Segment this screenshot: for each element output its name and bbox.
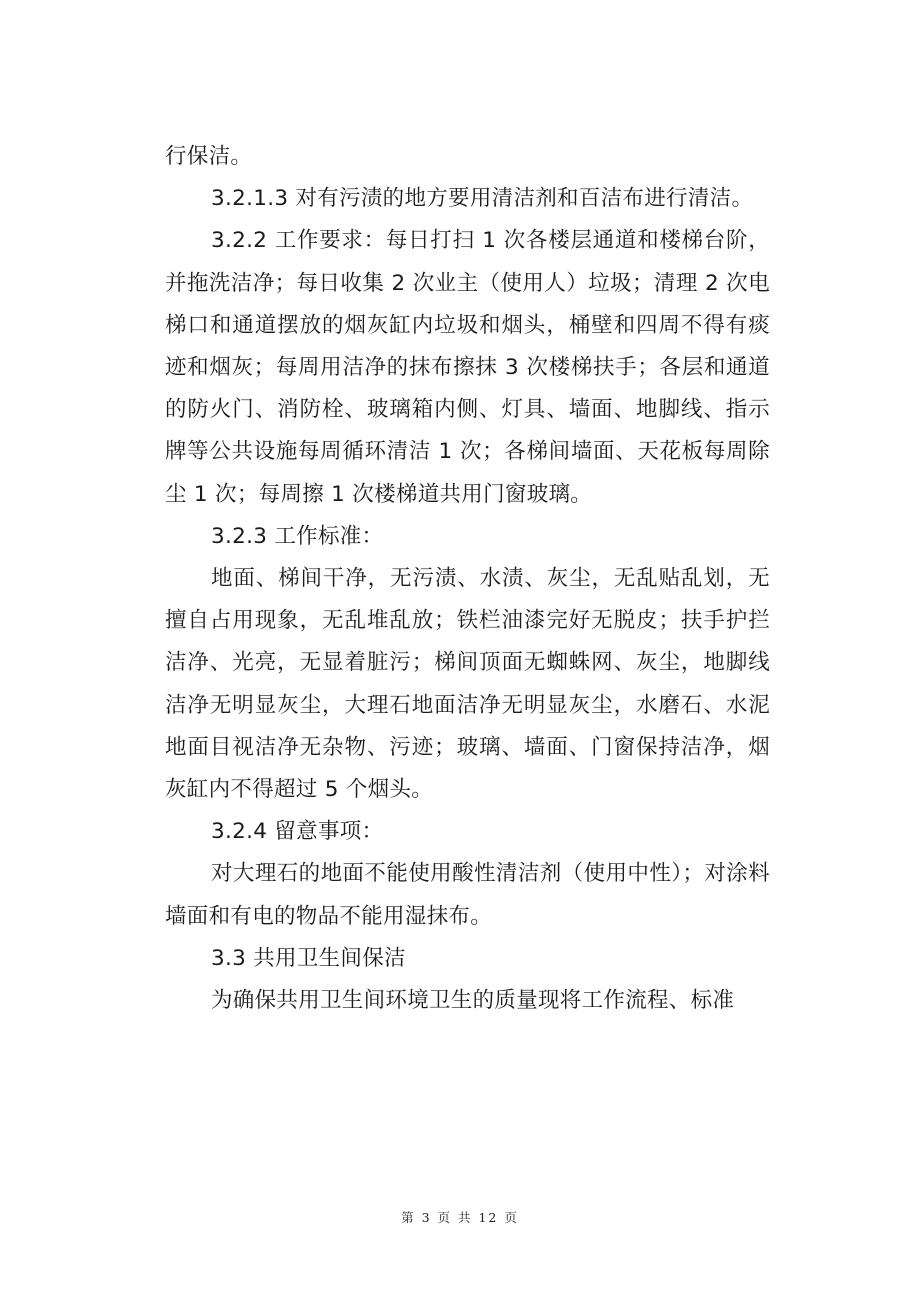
- heading-3-3-restroom: 3.3 共用卫生间保洁: [211, 945, 406, 971]
- paragraph-continuation: 行保洁。: [165, 144, 253, 169]
- document-body: [165, 136, 770, 1022]
- heading-3-2-3-standards: 3.2.3 工作标准：: [211, 523, 384, 549]
- paragraph-restroom-intro: 为确保共用卫生间环境卫生的质量现将工作流程、标准: [211, 988, 735, 1014]
- paragraph-3-2-2-requirements: 3.2.2 工作要求：每日打扫 1 次各楼层通道和楼梯台阶，并拖洗洁净；每日收集 2 次业主（使用人）垃圾；清理 2 次电梯口和通道摆放的烟灰缸内垃圾和烟头，桶壁和四周不得有痰迹和烟灰；每周用洁净的抹布擦抹 3 次楼梯扶手；各层和通道的防火门、消防栓、玻璃箱内侧、灯具、墙面、地脚线、指示牌等公共设施每周循环清洁 1 次；各梯间墙面、天花板每周除尘 1 次；每周擦 1 次楼梯道共用门窗玻璃。: [165, 228, 770, 507]
- paragraph-notes-body: 对大理石的地面不能使用酸性清洁剂（使用中性）；对涂料墙面和有电的物品不能用湿抹布。: [165, 861, 770, 929]
- paragraph-3-2-1-3: 3.2.1.3 对有污渍的地方要用清洁剂和百洁布进行清洁。: [211, 186, 754, 212]
- paragraph-standards-body: 地面、梯间干净，无污渍、水渍、灰尘，无乱贴乱划，无擅自占用现象，无乱堆乱放；铁栏油漆完好无脱皮；扶手护拦洁净、光亮，无显着脏污；梯间顶面无蜘蛛网、灰尘，地脚线洁净无明显灰尘，大理石地面洁净无明显灰尘，水磨石、水泥地面目视洁净无杂物、污迹；玻璃、墙面、门窗保持洁净，烟灰缸内不得超过 5 个烟头。: [165, 566, 770, 803]
- heading-3-2-4-notes: 3.2.4 留意事项：: [211, 819, 384, 845]
- page-number-footer: 第 3 页 共 12 页: [401, 1210, 519, 1225]
